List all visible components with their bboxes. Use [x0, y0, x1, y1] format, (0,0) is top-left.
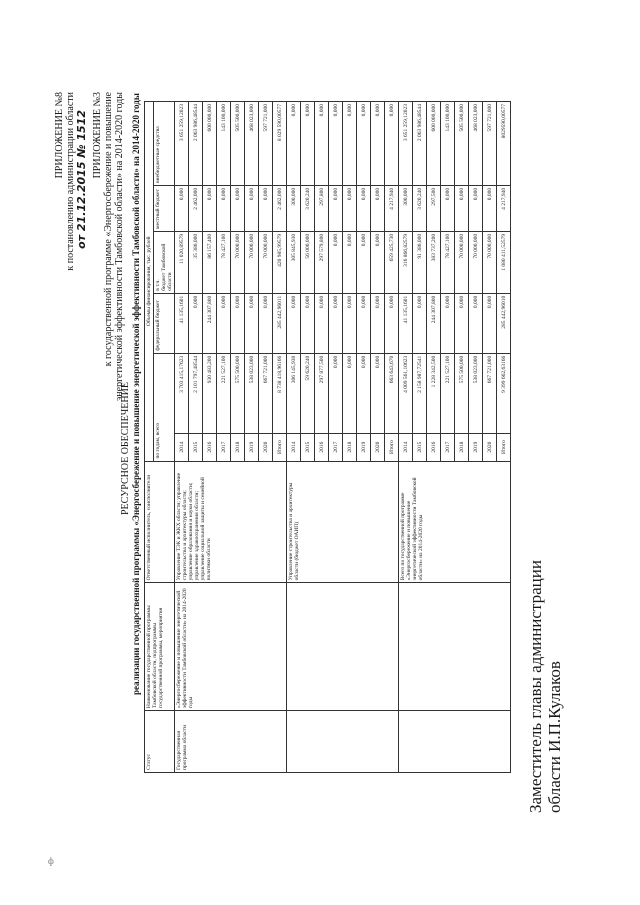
amount-cell: 0,000 — [175, 185, 189, 231]
col-extra: внебюджетные средства — [154, 102, 175, 186]
amount-cell: 575 500,000 — [231, 353, 245, 433]
col-regional — [154, 231, 175, 293]
status-cell — [287, 711, 399, 773]
executor-cell: Управление ТЭК и ЖКХ области; управление строительства и архитектуры области; управление образования и науки области; управление здравоохранения области; управление социальной защиты и семейной политики области — [175, 461, 287, 583]
executor-cell: Управление строительства и архитектуры области (бюджет ОАИП) — [287, 461, 399, 583]
year-cell: 2018 — [231, 433, 245, 461]
amount-cell: 59 620,240 — [301, 353, 315, 433]
amount-cell: 300,000 — [287, 185, 301, 231]
amount-cell: 0,000 — [371, 293, 385, 353]
amount-cell: 8 738 418,96166 — [273, 353, 287, 433]
amount-cell: 0,000 — [203, 185, 217, 231]
amount-cell: 221 527,100 — [217, 353, 231, 433]
amount-cell: 306 145,930 — [287, 353, 301, 433]
amount-cell: 0,000 — [371, 102, 385, 186]
amount-cell: 0,000 — [413, 293, 427, 353]
amount-cell: 0,000 — [245, 293, 259, 353]
amount-cell: 0,000 — [469, 293, 483, 353]
amount-cell: 0,000 — [329, 353, 343, 433]
year-cell: 2015 — [189, 433, 203, 461]
amount-cell: 0,000 — [343, 231, 357, 293]
amount-cell: 3 651 259,12023 — [399, 102, 413, 186]
amount-cell: 56 000,000 — [301, 231, 315, 293]
signature-line2: области И.П.Кулаков — [545, 661, 564, 813]
amount-cell: 8029590,00577 — [497, 102, 511, 186]
amount-cell: 663 643,670 — [385, 353, 399, 433]
amount-cell: 300,000 — [399, 185, 413, 231]
year-cell: 2020 — [259, 433, 273, 461]
amount-cell: 597 721,000 — [259, 102, 273, 186]
amount-cell: 3 703 415,17623 — [175, 353, 189, 433]
amount-cell: 505 500,000 — [231, 102, 245, 186]
amount-cell: 2 063 986,48544 — [413, 102, 427, 186]
status-cell — [399, 711, 511, 773]
amount-cell: 244 307,800 — [203, 293, 217, 353]
year-cell: 2019 — [357, 433, 371, 461]
year-cell: Итого — [273, 433, 287, 461]
status-cell: Государственная программа области — [175, 711, 287, 773]
amount-cell: 143 100,000 — [441, 102, 455, 186]
amount-cell: 0,000 — [343, 293, 357, 353]
amount-cell: 600 000,000 — [427, 102, 441, 186]
amount-cell: 0,000 — [371, 353, 385, 433]
year-cell: 2014 — [175, 433, 189, 461]
amount-cell: 0,000 — [287, 293, 301, 353]
amount-cell: 0,000 — [343, 353, 357, 433]
amount-cell: 0,000 — [329, 293, 343, 353]
col-status: Статус — [145, 711, 175, 773]
amount-cell: 0,000 — [217, 293, 231, 353]
amount-cell: 0,000 — [441, 185, 455, 231]
year-cell: 2016 — [427, 433, 441, 461]
amount-cell: 9 399 662,63166 — [497, 353, 511, 433]
col-name: Наименование государственной программы Тамбовской области, подпрограммы государственной программы, мероприятия — [145, 583, 175, 711]
amount-cell: 0,000 — [329, 185, 343, 231]
amount-cell: 0,000 — [385, 293, 399, 353]
amount-cell: 0,000 — [189, 293, 203, 353]
amount-cell: 70 000,000 — [455, 231, 469, 293]
amount-cell: 0,000 — [371, 231, 385, 293]
amount-cell: 297,500 — [427, 185, 441, 231]
amount-cell: 86 157,400 — [203, 231, 217, 293]
amount-cell: 1 228 342,500 — [427, 353, 441, 433]
amount-cell: 0,000 — [455, 185, 469, 231]
amount-cell: 2 101 797,48544 — [189, 353, 203, 433]
decree-reference: к постановлению администрации области — [65, 92, 76, 271]
col-incl: в т.ч. — [155, 279, 161, 291]
program-reference: к государственной программе «Энергосбережение и повышение — [103, 92, 114, 367]
amount-cell: 78 427,100 — [217, 231, 231, 293]
year-cell: Итого — [385, 433, 399, 461]
year-cell: 2020 — [483, 433, 497, 461]
amount-cell: 0,000 — [483, 185, 497, 231]
amount-cell: 0,000 — [329, 102, 343, 186]
amount-cell: 3 620,240 — [301, 185, 315, 231]
amount-cell: 2 158 987,72541 — [413, 353, 427, 433]
amount-cell: 2 063 986,48544 — [189, 102, 203, 186]
amount-cell: 0,000 — [315, 293, 329, 353]
amount-cell: 244 307,800 — [427, 293, 441, 353]
amount-cell: 0,000 — [455, 293, 469, 353]
scan-mark: ф — [48, 856, 54, 866]
amount-cell: 468 023,000 — [245, 102, 259, 186]
amount-cell: 0,000 — [469, 185, 483, 231]
amount-cell: 11 020,89579 — [175, 231, 189, 293]
year-cell: Итого — [497, 433, 511, 461]
amount-cell: 0,000 — [329, 231, 343, 293]
year-cell: 2018 — [343, 433, 357, 461]
document-title: РЕСУРСНОЕ ОБЕСПЕЧЕНИЕ — [120, 382, 131, 515]
amount-cell: 91 380,000 — [413, 231, 427, 293]
amount-cell: 597 721,000 — [483, 102, 497, 186]
year-cell: 2017 — [441, 433, 455, 461]
signature-line1: Заместитель главы администрации — [526, 560, 545, 813]
year-cell: 2016 — [203, 433, 217, 461]
amount-cell: 285 442,96011 — [273, 293, 287, 353]
amount-cell: 4 217,940 — [497, 185, 511, 231]
amount-cell: 0,000 — [357, 353, 371, 433]
year-cell: 2014 — [399, 433, 413, 461]
amount-cell: 297,800 — [315, 185, 329, 231]
amount-cell: 505 500,000 — [455, 102, 469, 186]
year-cell: 2020 — [371, 433, 385, 461]
amount-cell: 2 462,000 — [273, 185, 287, 231]
amount-cell: 297 579,800 — [315, 231, 329, 293]
amount-cell: 297 877,500 — [315, 353, 329, 433]
amount-cell: 0,000 — [231, 185, 245, 231]
amount-cell: 70 000,000 — [469, 231, 483, 293]
amount-cell: 575 500,000 — [455, 353, 469, 433]
amount-cell: 35 380,000 — [189, 231, 203, 293]
amount-cell: 0,000 — [357, 185, 371, 231]
amount-cell: 70 000,000 — [483, 231, 497, 293]
table-row — [399, 102, 413, 773]
amount-cell: 41 135,1601 — [175, 293, 189, 353]
year-cell: 2017 — [329, 433, 343, 461]
amount-cell: 0,000 — [315, 102, 329, 186]
col-volume: Объемы финансирования, тыс. рублей — [145, 102, 154, 462]
col-federal: федеральный бюджет — [154, 293, 175, 353]
amount-cell: 0,000 — [259, 185, 273, 231]
amount-cell: 600 000,000 — [203, 102, 217, 186]
amount-cell: 305 845,930 — [287, 231, 301, 293]
amount-cell: 70 000,000 — [231, 231, 245, 293]
amount-cell: 0,000 — [259, 293, 273, 353]
amount-cell: 0,000 — [301, 102, 315, 186]
program-reference-2: энергетической эффективности Тамбовской области» на 2014-2020 годы — [114, 92, 125, 402]
signature-block — [526, 560, 564, 813]
amount-cell: 8 029 590,00577 — [273, 102, 287, 186]
year-cell: 2017 — [217, 433, 231, 461]
table-row — [287, 102, 301, 773]
col-local: местный бюджет — [154, 185, 175, 231]
year-cell: 2019 — [245, 433, 259, 461]
table-row — [175, 102, 189, 773]
amount-cell: 538 023,000 — [245, 353, 259, 433]
amount-cell: 383 737,200 — [427, 231, 441, 293]
amount-cell: 0,000 — [343, 102, 357, 186]
amount-cell: 285 442,96010 — [497, 293, 511, 353]
year-cell: 2015 — [413, 433, 427, 461]
amount-cell: 538 023,000 — [469, 353, 483, 433]
amount-cell: 0,000 — [343, 185, 357, 231]
amount-cell: 0,000 — [301, 293, 315, 353]
amount-cell: 3 651 259,12023 — [175, 102, 189, 186]
amount-cell: 2 462,000 — [189, 185, 203, 231]
amount-cell: 316 866,82579 — [399, 231, 413, 293]
amount-cell: 420 985,99579 — [273, 231, 287, 293]
rotated-document-page — [14, 0, 626, 895]
amount-cell: 0,000 — [231, 293, 245, 353]
amount-cell: 41 135,1601 — [399, 293, 413, 353]
amount-cell: 0,000 — [441, 293, 455, 353]
amount-cell: 930 483,200 — [203, 353, 217, 433]
executor-cell: Всего по государственной программе «Энергосбережение и повышение энергетической эффективности Тамбовской области» на 2014-2020 годы — [399, 461, 511, 583]
amount-cell: 1 080 411,52579 — [497, 231, 511, 293]
year-cell: 2015 — [301, 433, 315, 461]
amount-cell: 0,000 — [217, 185, 231, 231]
col-total: по годам, всего — [154, 353, 175, 461]
amount-cell: 0,000 — [483, 293, 497, 353]
amount-cell: 0,000 — [385, 102, 399, 186]
col-regional-label: бюджет Тамбовской области — [161, 243, 173, 291]
amount-cell: 0,000 — [357, 293, 371, 353]
amount-cell: 221 527,100 — [441, 353, 455, 433]
amount-cell: 70 000,000 — [259, 231, 273, 293]
appendix3-label: ПРИЛОЖЕНИЕ №3 — [92, 92, 103, 179]
amount-cell: 143 100,000 — [217, 102, 231, 186]
amount-cell: 3 620,240 — [413, 185, 427, 231]
amount-cell: 4 009 561,10623 — [399, 353, 413, 433]
resource-table — [144, 101, 511, 773]
program-name-cell — [287, 583, 399, 711]
amount-cell: 4 217,940 — [385, 185, 399, 231]
col-executor: Ответственный исполнитель, соисполнители — [145, 461, 175, 583]
program-name-cell: «Энергосбережение и повышение энергетической эффективности Тамбовской области» на 2014-2020 годы — [175, 583, 287, 711]
document-subtitle: реализации государственной программы «Энергосбережение и повышение энергетической эффективности Тамбовской области» на 2014-2020 годы — [131, 93, 141, 695]
amount-cell: 667 721,000 — [483, 353, 497, 433]
amount-cell: 0,000 — [287, 102, 301, 186]
year-cell: 2014 — [287, 433, 301, 461]
amount-cell: 0,000 — [371, 185, 385, 231]
appendix8-label: ПРИЛОЖЕНИЕ №8 — [54, 92, 65, 179]
handwritten-decree-date: от 21.12.2015 № 1512 — [75, 110, 88, 249]
amount-cell: 78 427,100 — [441, 231, 455, 293]
amount-cell: 659 425,730 — [385, 231, 399, 293]
year-cell: 2016 — [315, 433, 329, 461]
amount-cell: 0,000 — [245, 185, 259, 231]
amount-cell: 667 721,000 — [259, 353, 273, 433]
amount-cell: 70 000,000 — [245, 231, 259, 293]
amount-cell: 0,000 — [357, 231, 371, 293]
year-cell: 2018 — [455, 433, 469, 461]
amount-cell: 0,000 — [357, 102, 371, 186]
program-name-cell — [399, 583, 511, 711]
year-cell: 2019 — [469, 433, 483, 461]
amount-cell: 468 023,000 — [469, 102, 483, 186]
